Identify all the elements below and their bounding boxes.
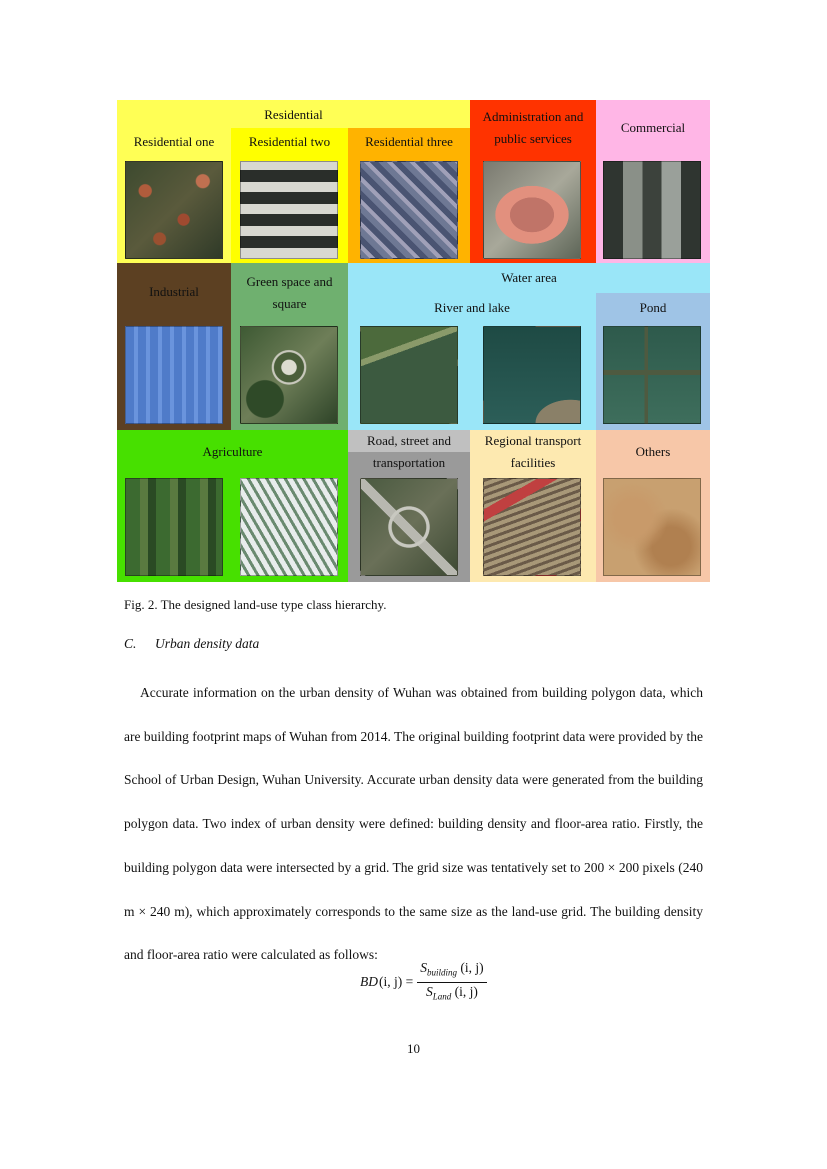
image-agriculture-fields bbox=[125, 478, 223, 576]
label-road-line1: Road, street and bbox=[366, 433, 452, 448]
figure-caption: Fig. 2. The designed land-use type class hierarchy. bbox=[124, 597, 387, 612]
label-residential-one: Residential one bbox=[133, 134, 215, 149]
label-agriculture: Agriculture bbox=[202, 444, 263, 459]
denominator-var: S bbox=[425, 983, 433, 999]
image-pond bbox=[603, 326, 701, 424]
page-number: 10 bbox=[407, 1041, 420, 1056]
numerator-sub: building bbox=[426, 967, 457, 978]
image-lake bbox=[483, 326, 581, 424]
label-green-line1: Green space and bbox=[246, 274, 333, 289]
land-use-figure bbox=[117, 100, 710, 582]
image-residential-one bbox=[125, 161, 223, 259]
image-river bbox=[360, 326, 458, 424]
label-river-lake: River and lake bbox=[434, 300, 510, 315]
numerator-args: (i, j) bbox=[460, 959, 484, 975]
label-admin-line2: public services bbox=[494, 131, 572, 146]
section-title: Urban density data bbox=[155, 636, 260, 651]
equation-bd bbox=[360, 960, 487, 1004]
image-residential-three bbox=[360, 161, 458, 259]
equation-denominator bbox=[423, 983, 481, 1006]
label-industrial: Industrial bbox=[149, 284, 199, 299]
label-residential: Residential bbox=[264, 107, 323, 122]
body-paragraph: Accurate information on the urban density of Wuhan was obtained from building polygon data, which are building footprint maps of Wuhan from 2014. The original building footprint data were provided by the School of Urban Design, Wuhan University. Accurate urban density data were generated from the building polygon data. Two index of urban density were defined: building density and floor-area ratio. Firstly, the building polygon data were intersected by a grid. The grid size was tentatively set to 200 × 200 pixels (240 m × 240 m), which approximately corresponds to the same size as the land-use grid. The building density and floor-area ratio were calculated as follows: bbox=[124, 685, 703, 963]
label-water-area: Water area bbox=[501, 270, 557, 285]
label-regional-line2: facilities bbox=[510, 455, 556, 470]
denominator-sub: Land bbox=[432, 991, 452, 1002]
image-commercial bbox=[603, 161, 701, 259]
image-road bbox=[360, 478, 458, 576]
numerator-var: S bbox=[420, 959, 427, 975]
label-others: Others bbox=[635, 444, 671, 459]
label-regional-line1: Regional transport bbox=[484, 433, 582, 448]
denominator-args: (i, j) bbox=[454, 983, 478, 999]
equation-args: (i, j) = bbox=[379, 974, 414, 989]
equation-numerator bbox=[417, 959, 486, 983]
label-residential-three: Residential three bbox=[365, 134, 453, 149]
label-residential-two: Residential two bbox=[248, 134, 331, 149]
image-others bbox=[603, 478, 701, 576]
label-green-line2: square bbox=[272, 296, 307, 311]
equation-fraction bbox=[417, 959, 486, 1005]
label-road-line2: transportation bbox=[372, 455, 446, 470]
image-regional-transport bbox=[483, 478, 581, 576]
label-commercial: Commercial bbox=[620, 120, 686, 135]
section-letter: C. bbox=[124, 636, 137, 651]
image-residential-two bbox=[240, 161, 338, 259]
label-pond: Pond bbox=[639, 300, 667, 315]
equation-lhs: BD bbox=[360, 974, 378, 989]
label-admin-line1: Administration and bbox=[482, 109, 584, 124]
section-heading bbox=[124, 636, 259, 652]
image-industrial bbox=[125, 326, 223, 424]
image-admin bbox=[483, 161, 581, 259]
image-agriculture-greenhouses bbox=[240, 478, 338, 576]
image-green-space bbox=[240, 326, 338, 424]
